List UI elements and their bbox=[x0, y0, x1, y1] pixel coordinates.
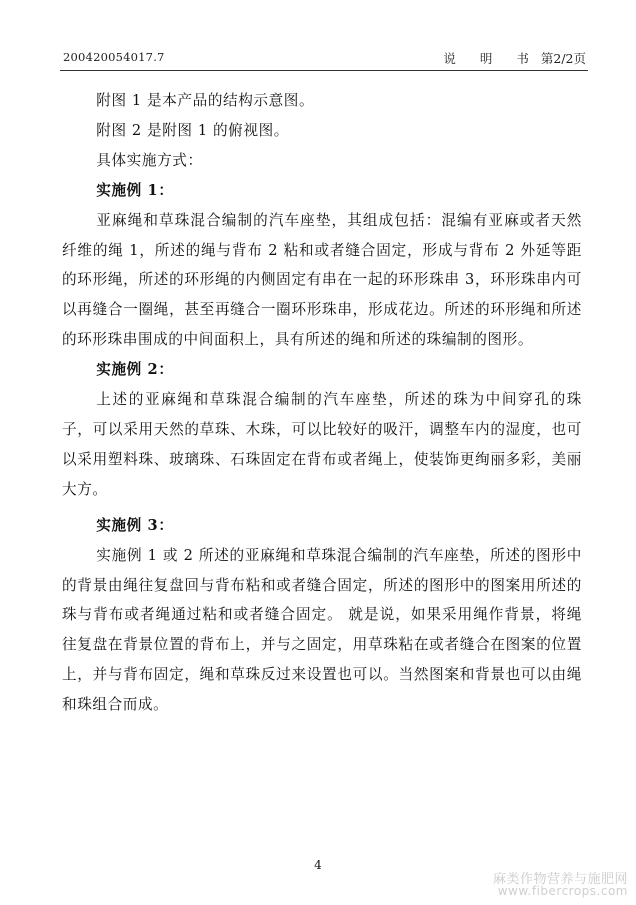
document-title: 说 明 书 bbox=[443, 51, 539, 66]
document-number: 200420054017.7 bbox=[63, 50, 165, 64]
example-3-text: 实施例 1 或 2 所述的亚麻绳和草珠混合编制的汽车座垫，所述的图形中的背景由绳往复盘回与背布粘和或者缝合固定，所述的图形中的图案用所述的珠与背布或者绳通过粘和或者缝合固定。 就是说，如果采用绳作背景，将绳往复盘在背景位置的背布上，并与之固定，用草珠粘在或者缝合在图案的位置上，并与背布固定，绳和草珠反过来设置也可以。当然图案和背景也可以由绳和珠组合而成。 bbox=[62, 546, 582, 714]
example-1-heading: 实施例 1： bbox=[96, 181, 174, 199]
figure-1-caption: 附图 1 是本产品的结构示意图。 bbox=[96, 92, 315, 109]
figure-2-caption: 附图 2 是附图 1 的俯视图。 bbox=[96, 121, 289, 139]
section-heading: 具体实施方式： bbox=[96, 151, 203, 169]
example-2-text: 上述的亚麻绳和草珠混合编制的汽车座垫，所述的珠为中间穿孔的珠子，可以采用天然的草珠、木珠，可以比较好的吸汗，调整车内的湿度，也可以采用塑料珠、玻璃珠、石珠固定在背布或者绳上，使装饰更绚丽多彩，美丽大方。 bbox=[62, 391, 582, 498]
document-body bbox=[62, 86, 582, 720]
watermark-site-name: 麻类作物营养与施肥网 bbox=[492, 872, 628, 887]
header-right bbox=[443, 49, 586, 67]
example-3-heading: 实施例 3： bbox=[96, 516, 174, 534]
page-header bbox=[63, 48, 586, 68]
watermark-url: www.fibercrops.com bbox=[497, 884, 628, 898]
page-info: 第2/2页 bbox=[540, 51, 586, 66]
example-2-heading: 实施例 2： bbox=[96, 361, 174, 379]
page-number: 4 bbox=[314, 858, 322, 872]
header-divider bbox=[60, 70, 588, 71]
example-1-text: 亚麻绳和草珠混合编制的汽车座垫，其组成包括：混编有亚麻或者天然纤维的绳 1，所述的绳与背布 2 粘和或者缝合固定，形成与背布 2 外延等距的环形绳，所述的环形绳的内侧固定有串在一起的环形珠串 3，环形珠串内可以再缝合一圈绳，甚至再缝合一圈环形珠串，形成花边。所述的环形绳和所述的环形珠串围成的中间面积上，具有所述的绳和所述的珠编制的图形。 bbox=[62, 211, 582, 349]
